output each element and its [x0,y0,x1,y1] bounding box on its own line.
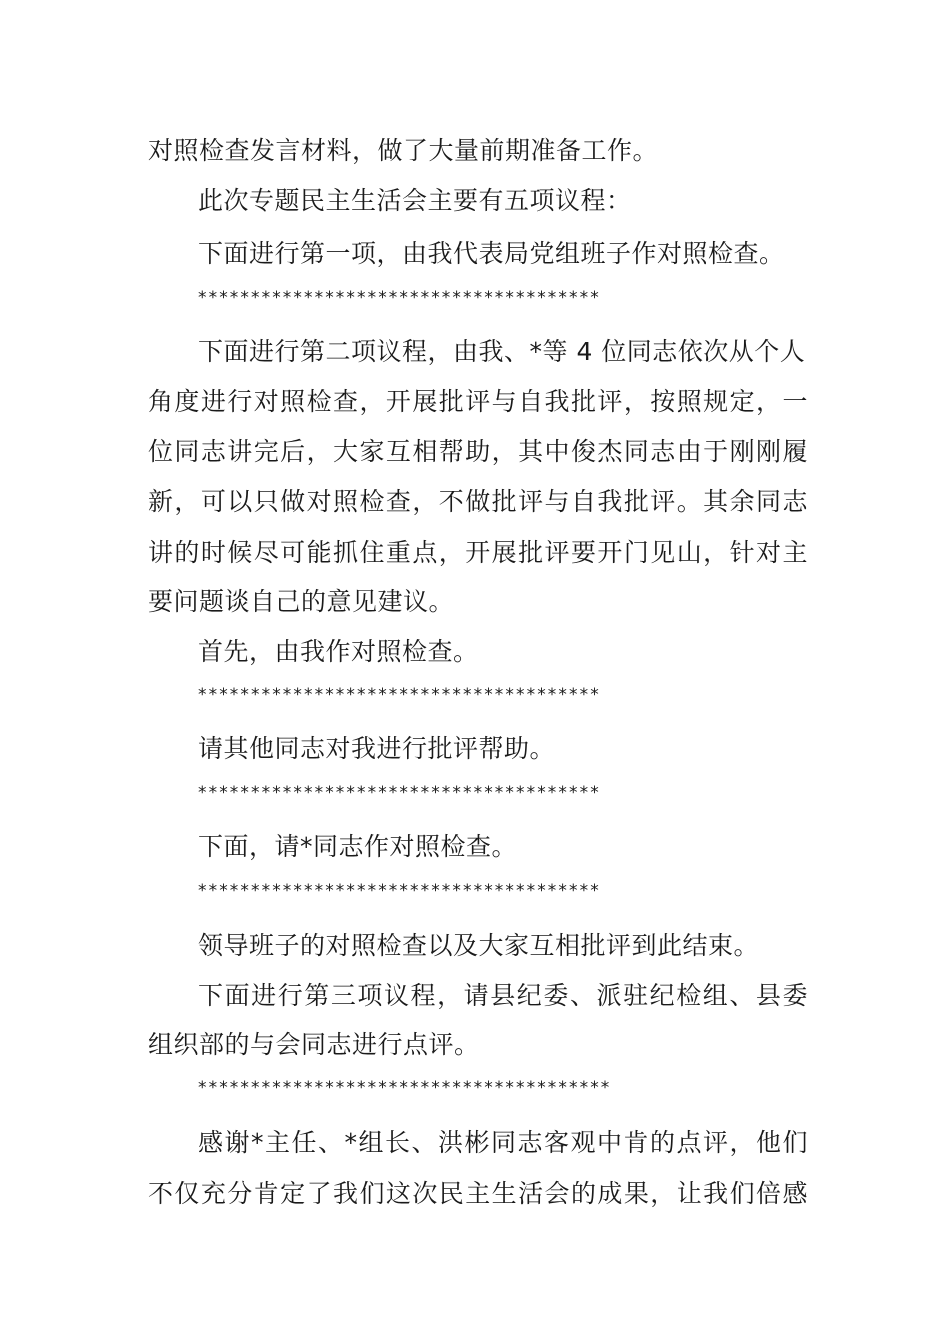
separator-stars: ************************************** [198,288,601,308]
text-line: 下面，请*同志作对照检查。 [198,832,518,861]
separator-stars: *************************************** [198,1078,612,1098]
text-line: 首先，由我作对照检查。 [198,637,479,666]
separator-stars: ************************************** [198,783,601,803]
text-line: 讲的时候尽可能抓住重点，开展批评要开门见山，针对主 [148,538,808,567]
text-line: 组织部的与会同志进行点评。 [148,1030,480,1059]
text-line: 对照检查发言材料，做了大量前期准备工作。 [148,136,659,165]
text-line: 领导班子的对照检查以及大家互相批评到此结束。 [198,931,760,960]
text-line: 下面进行第二项议程，由我、*等 4 位同志依次从个人 [198,337,806,366]
text-line: 要问题谈自己的意见建议。 [148,587,455,616]
text-line: 新，可以只做对照检查，不做批评与自我批评。其余同志 [148,487,808,516]
text-line: 感谢*主任、*组长、洪彬同志客观中肯的点评，他们 [198,1128,808,1157]
text-line: 此次专题民主生活会主要有五项议程： [198,186,632,215]
text-line: 下面进行第一项，由我代表局党组班子作对照检查。 [198,239,785,268]
text-line: 下面进行第三项议程，请县纪委、派驻纪检组、县委 [198,981,808,1010]
text-line: 请其他同志对我进行批评帮助。 [198,734,556,763]
text-line: 角度进行对照检查，开展批评与自我批评，按照规定，一 [148,387,808,416]
separator-stars: ************************************** [198,881,601,901]
text-line: 不仅充分肯定了我们这次民主生活会的成果，让我们倍感 [148,1179,808,1208]
separator-stars: ************************************** [198,685,601,705]
text-line: 位同志讲完后，大家互相帮助，其中俊杰同志由于刚刚履 [148,437,808,466]
